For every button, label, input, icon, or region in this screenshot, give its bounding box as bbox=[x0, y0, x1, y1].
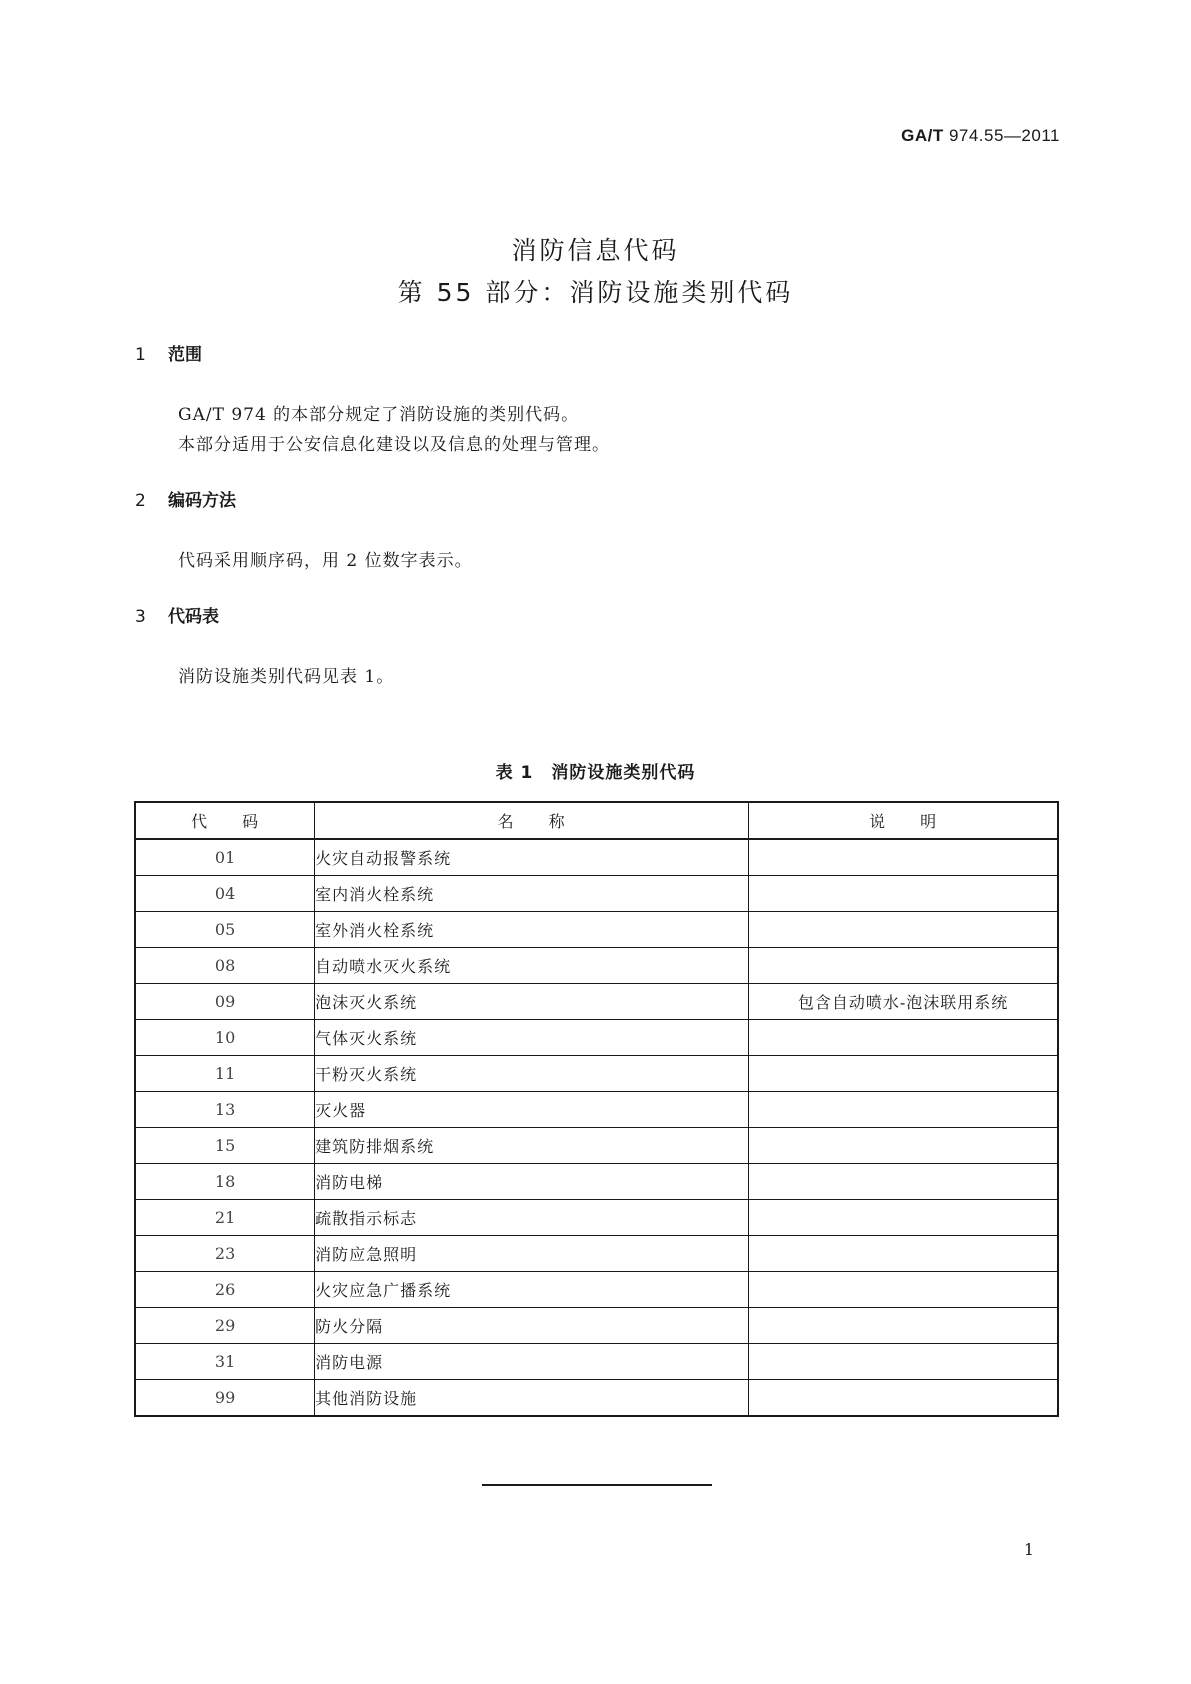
column-header-note: 说 明 bbox=[749, 802, 1058, 839]
note-cell: 包含自动喷水-泡沫联用系统 bbox=[749, 984, 1058, 1020]
table-row bbox=[135, 1128, 1058, 1164]
section-title: 编码方法 bbox=[168, 491, 236, 511]
name-cell: 其他消防设施 bbox=[315, 1380, 749, 1417]
table-row bbox=[135, 1236, 1058, 1272]
name-cell: 疏散指示标志 bbox=[315, 1200, 749, 1236]
code-cell: 29 bbox=[135, 1308, 315, 1344]
code-cell: 99 bbox=[135, 1380, 315, 1417]
note-cell bbox=[749, 1272, 1058, 1308]
standard-code bbox=[901, 126, 1060, 146]
table-row bbox=[135, 1164, 1058, 1200]
note-cell bbox=[749, 1020, 1058, 1056]
code-cell: 13 bbox=[135, 1092, 315, 1128]
name-cell: 防火分隔 bbox=[315, 1308, 749, 1344]
note-cell bbox=[749, 1164, 1058, 1200]
table-row bbox=[135, 1020, 1058, 1056]
name-cell: 火灾自动报警系统 bbox=[315, 839, 749, 876]
note-cell bbox=[749, 839, 1058, 876]
code-cell: 11 bbox=[135, 1056, 315, 1092]
paragraph: 代码采用顺序码，用 2 位数字表示。 bbox=[178, 551, 473, 571]
table-row bbox=[135, 1056, 1058, 1092]
note-cell bbox=[749, 1128, 1058, 1164]
section-title: 范围 bbox=[168, 345, 202, 365]
code-cell: 31 bbox=[135, 1344, 315, 1380]
table-row bbox=[135, 912, 1058, 948]
code-cell: 10 bbox=[135, 1020, 315, 1056]
page-number: 1 bbox=[1023, 1540, 1034, 1559]
table-row bbox=[135, 1380, 1058, 1417]
name-cell: 灭火器 bbox=[315, 1092, 749, 1128]
code-table bbox=[134, 801, 1059, 1417]
code-cell: 09 bbox=[135, 984, 315, 1020]
name-cell: 室内消火栓系统 bbox=[315, 876, 749, 912]
paragraph: GA/T 974 的本部分规定了消防设施的类别代码。 bbox=[178, 405, 580, 425]
name-cell: 消防应急照明 bbox=[315, 1236, 749, 1272]
doc-subtitle: 第 55 部分：消防设施类别代码 bbox=[397, 278, 794, 307]
name-cell: 室外消火栓系统 bbox=[315, 912, 749, 948]
table-row bbox=[135, 1272, 1058, 1308]
note-cell bbox=[749, 1092, 1058, 1128]
note-cell bbox=[749, 948, 1058, 984]
section-number: 1 bbox=[135, 345, 146, 365]
table-row bbox=[135, 1308, 1058, 1344]
table-row bbox=[135, 984, 1058, 1020]
note-cell bbox=[749, 1308, 1058, 1344]
name-cell: 气体灭火系统 bbox=[315, 1020, 749, 1056]
name-cell: 建筑防排烟系统 bbox=[315, 1128, 749, 1164]
table-header-row bbox=[135, 802, 1058, 839]
table-row bbox=[135, 876, 1058, 912]
note-cell bbox=[749, 1056, 1058, 1092]
code-cell: 18 bbox=[135, 1164, 315, 1200]
doc-title: 消防信息代码 bbox=[511, 236, 680, 265]
name-cell: 干粉灭火系统 bbox=[315, 1056, 749, 1092]
column-header-code: 代 码 bbox=[135, 802, 315, 839]
standard-number: 974.55—2011 bbox=[948, 126, 1060, 145]
code-cell: 15 bbox=[135, 1128, 315, 1164]
name-cell: 消防电源 bbox=[315, 1344, 749, 1380]
end-rule bbox=[482, 1484, 712, 1486]
section-title: 代码表 bbox=[168, 607, 219, 627]
note-cell bbox=[749, 912, 1058, 948]
section-heading-coding bbox=[135, 486, 236, 511]
name-cell: 消防电梯 bbox=[315, 1164, 749, 1200]
code-cell: 04 bbox=[135, 876, 315, 912]
name-cell: 泡沫灭火系统 bbox=[315, 984, 749, 1020]
table-row bbox=[135, 839, 1058, 876]
section-number: 3 bbox=[135, 607, 146, 627]
code-cell: 26 bbox=[135, 1272, 315, 1308]
section-number: 2 bbox=[135, 491, 146, 511]
code-cell: 01 bbox=[135, 839, 315, 876]
table-row bbox=[135, 1344, 1058, 1380]
table-row bbox=[135, 1200, 1058, 1236]
table-row bbox=[135, 948, 1058, 984]
code-cell: 21 bbox=[135, 1200, 315, 1236]
section-heading-code-table bbox=[135, 602, 219, 627]
note-cell bbox=[749, 876, 1058, 912]
table-caption: 表 1 消防设施类别代码 bbox=[495, 763, 696, 783]
code-cell: 08 bbox=[135, 948, 315, 984]
column-header-name: 名 称 bbox=[315, 802, 749, 839]
code-cell: 05 bbox=[135, 912, 315, 948]
table-row bbox=[135, 1092, 1058, 1128]
note-cell bbox=[749, 1236, 1058, 1272]
name-cell: 自动喷水灭火系统 bbox=[315, 948, 749, 984]
name-cell: 火灾应急广播系统 bbox=[315, 1272, 749, 1308]
paragraph: 本部分适用于公安信息化建设以及信息的处理与管理。 bbox=[178, 435, 610, 455]
standard-prefix: GA/T bbox=[901, 126, 944, 145]
section-heading-scope bbox=[135, 340, 202, 365]
paragraph: 消防设施类别代码见表 1。 bbox=[178, 667, 395, 687]
note-cell bbox=[749, 1344, 1058, 1380]
note-cell bbox=[749, 1200, 1058, 1236]
note-cell bbox=[749, 1380, 1058, 1417]
code-cell: 23 bbox=[135, 1236, 315, 1272]
